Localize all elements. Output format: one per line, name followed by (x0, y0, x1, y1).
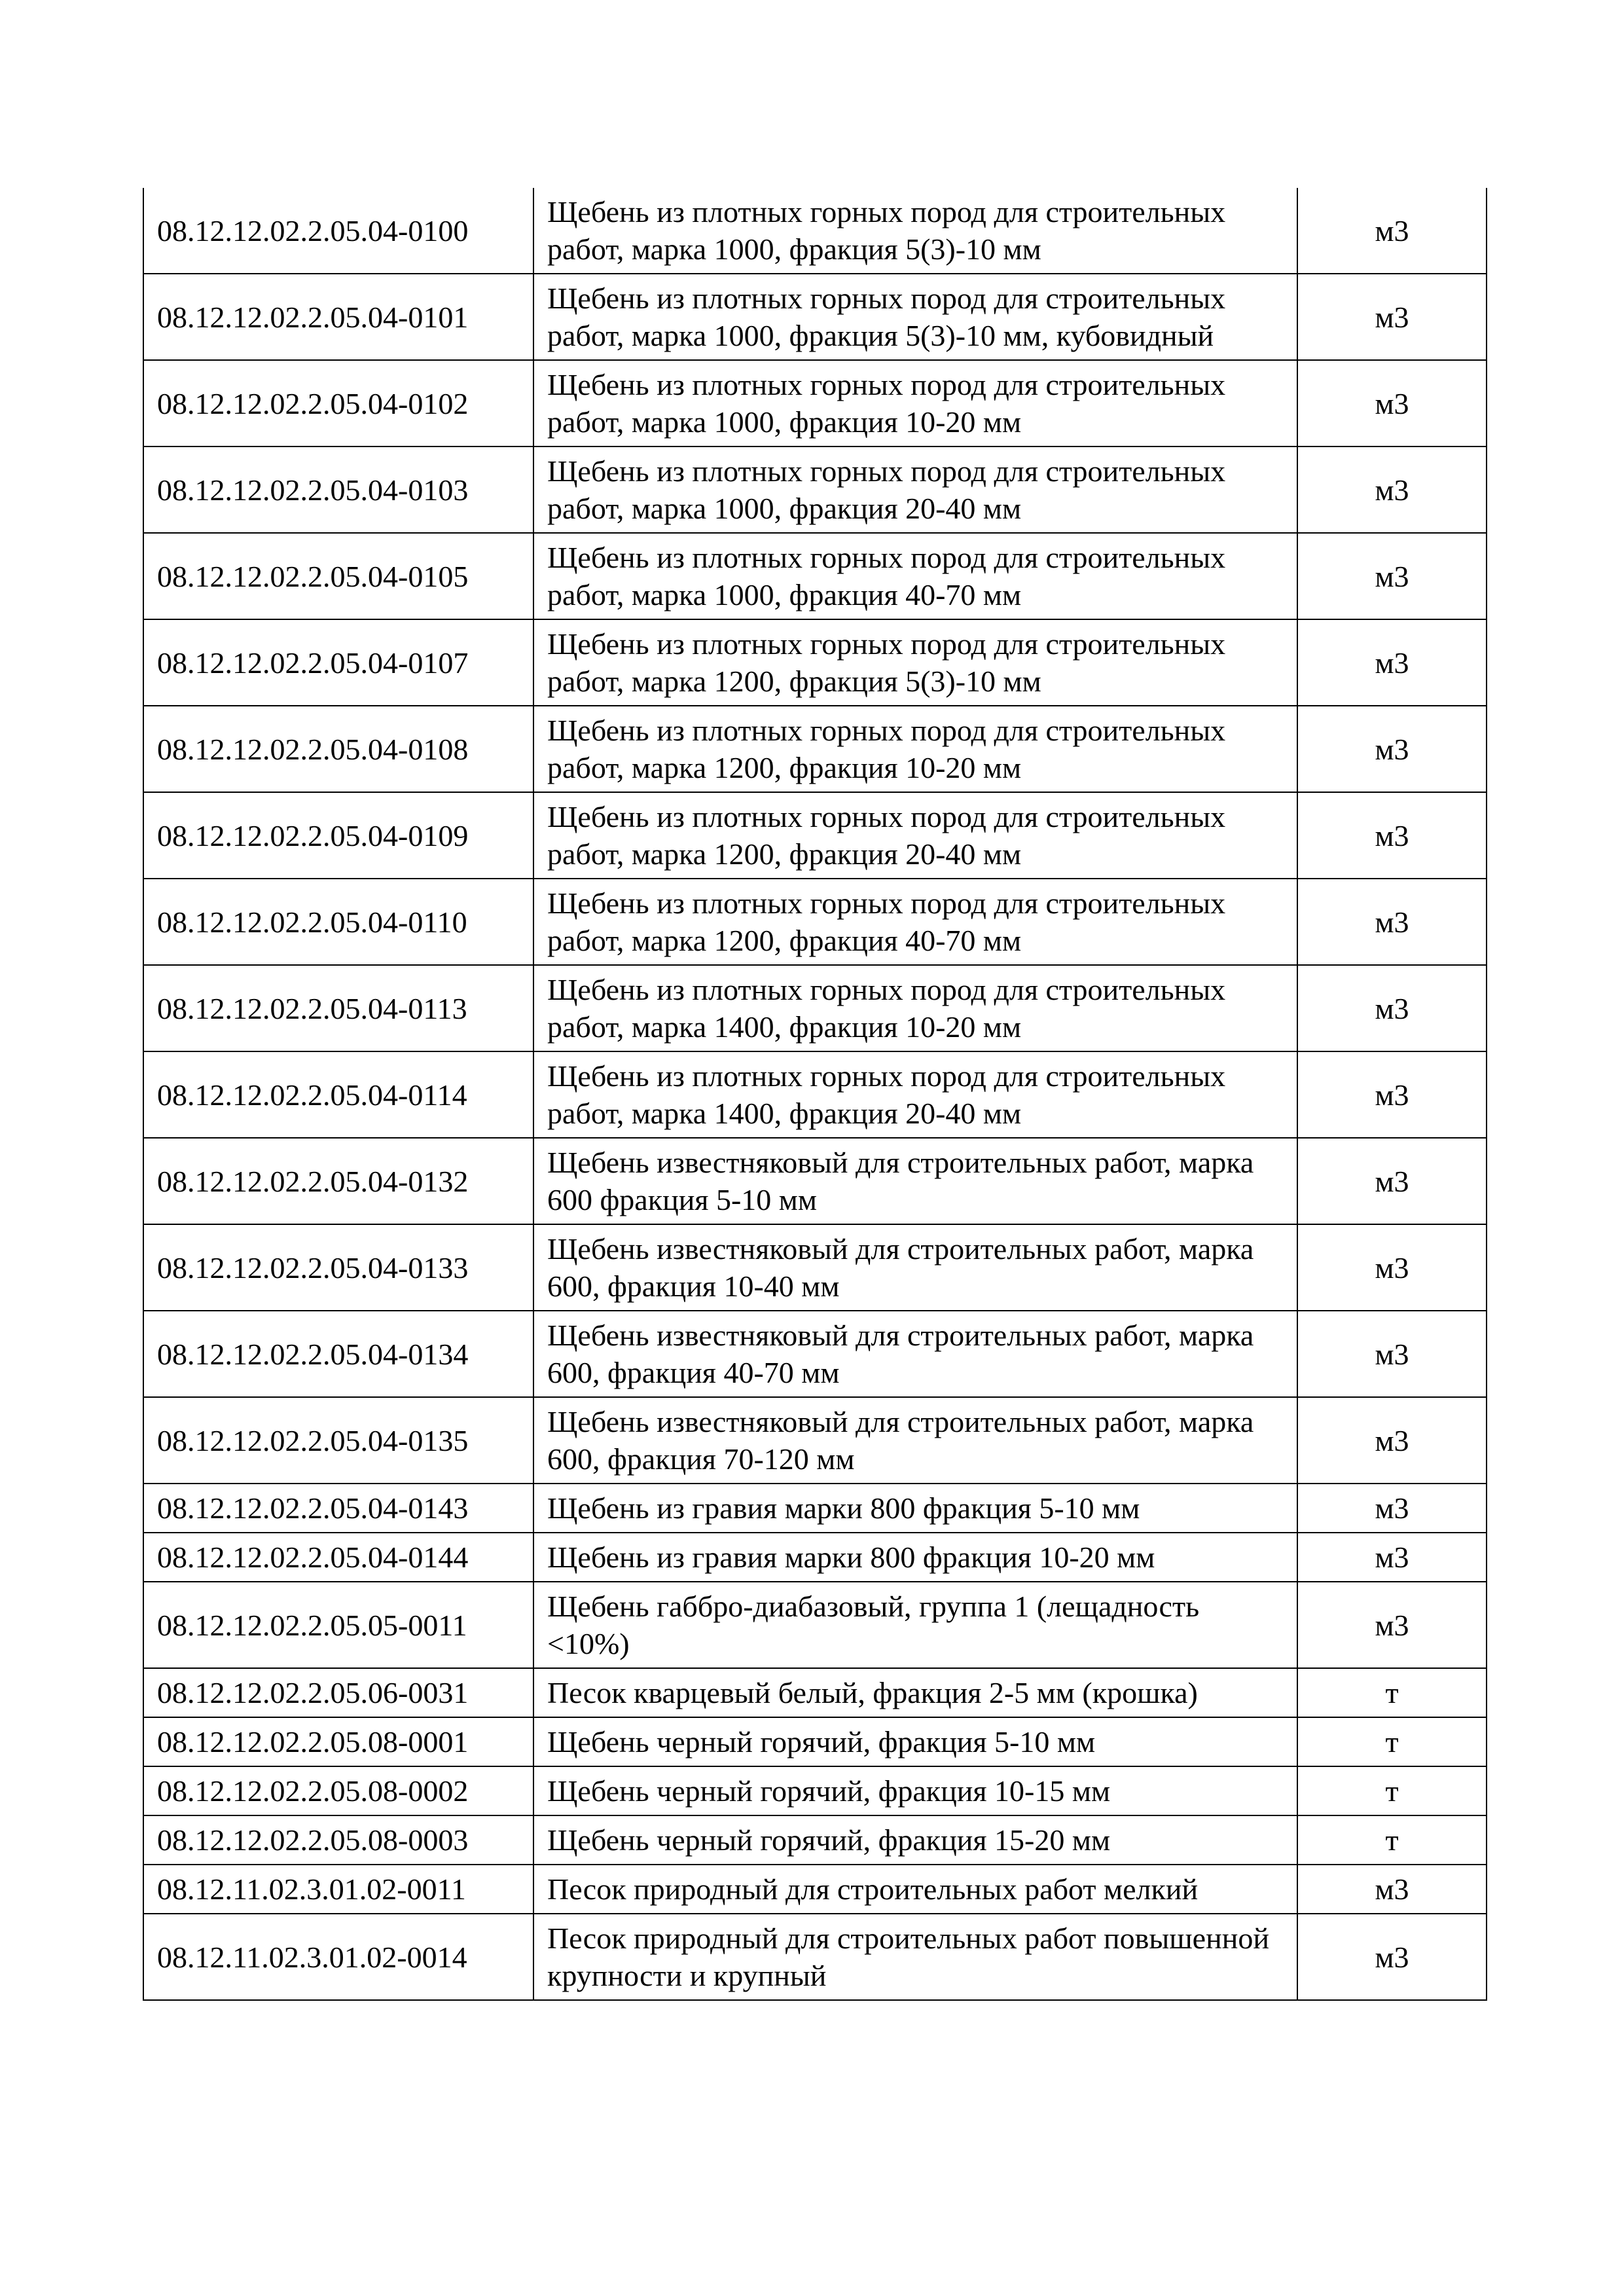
table-row (143, 1138, 1487, 1224)
material-code-cell: 08.12.12.02.2.05.05-0011 (143, 1582, 533, 1668)
unit-cell: м3 (1297, 1865, 1487, 1914)
table-row (143, 1582, 1487, 1668)
unit-cell: м3 (1297, 1311, 1487, 1397)
material-name-cell: Щебень известняковый для строительных работ, марка 600, фракция 10-40 мм (533, 1224, 1297, 1311)
table-row (143, 1914, 1487, 2000)
material-code-cell: 08.12.12.02.2.05.04-0110 (143, 879, 533, 965)
unit-cell: м3 (1297, 965, 1487, 1051)
unit-cell: м3 (1297, 1582, 1487, 1668)
material-code-cell: 08.12.12.02.2.05.04-0100 (143, 188, 533, 274)
material-code-cell: 08.12.12.02.2.05.06-0031 (143, 1668, 533, 1717)
material-name-cell: Щебень из плотных горных пород для строительных работ, марка 1400, фракция 20-40 мм (533, 1051, 1297, 1138)
unit-cell: м3 (1297, 1533, 1487, 1582)
materials-table (143, 188, 1487, 2001)
material-code-cell: 08.12.12.02.2.05.04-0113 (143, 965, 533, 1051)
material-code-cell: 08.12.12.02.2.05.04-0107 (143, 619, 533, 706)
unit-cell: м3 (1297, 533, 1487, 619)
table-row (143, 965, 1487, 1051)
unit-cell: м3 (1297, 446, 1487, 533)
table-row (143, 533, 1487, 619)
table-row (143, 360, 1487, 446)
material-code-cell: 08.12.12.02.2.05.04-0109 (143, 792, 533, 879)
material-name-cell: Щебень известняковый для строительных работ, марка 600, фракция 70-120 мм (533, 1397, 1297, 1484)
table-row (143, 1533, 1487, 1582)
unit-cell: м3 (1297, 1397, 1487, 1484)
material-name-cell: Щебень черный горячий, фракция 10-15 мм (533, 1766, 1297, 1815)
material-code-cell: 08.12.12.02.2.05.04-0132 (143, 1138, 533, 1224)
material-name-cell: Песок природный для строительных работ повышенной крупности и крупный (533, 1914, 1297, 2000)
unit-cell: м3 (1297, 706, 1487, 792)
material-name-cell: Щебень из плотных горных пород для строительных работ, марка 1200, фракция 20-40 мм (533, 792, 1297, 879)
unit-cell: т (1297, 1717, 1487, 1766)
table-row (143, 1484, 1487, 1533)
material-code-cell: 08.12.12.02.2.05.08-0002 (143, 1766, 533, 1815)
unit-cell: т (1297, 1668, 1487, 1717)
unit-cell: т (1297, 1766, 1487, 1815)
unit-cell: м3 (1297, 188, 1487, 274)
unit-cell: м3 (1297, 619, 1487, 706)
material-name-cell: Щебень из плотных горных пород для строительных работ, марка 1400, фракция 10-20 мм (533, 965, 1297, 1051)
material-name-cell: Щебень габбро-диабазовый, группа 1 (лещадность <10%) (533, 1582, 1297, 1668)
material-name-cell: Щебень из плотных горных пород для строительных работ, марка 1000, фракция 20-40 мм (533, 446, 1297, 533)
table-row (143, 1311, 1487, 1397)
material-name-cell: Щебень из плотных горных пород для строительных работ, марка 1200, фракция 5(3)-10 мм (533, 619, 1297, 706)
material-code-cell: 08.12.12.02.2.05.08-0003 (143, 1815, 533, 1865)
material-code-cell: 08.12.12.02.2.05.04-0101 (143, 274, 533, 360)
material-name-cell: Щебень известняковый для строительных работ, марка 600, фракция 40-70 мм (533, 1311, 1297, 1397)
material-name-cell: Песок кварцевый белый, фракция 2-5 мм (крошка) (533, 1668, 1297, 1717)
material-code-cell: 08.12.12.02.2.05.04-0108 (143, 706, 533, 792)
unit-cell: т (1297, 1815, 1487, 1865)
table-row (143, 1766, 1487, 1815)
material-code-cell: 08.12.12.02.2.05.04-0134 (143, 1311, 533, 1397)
table-row (143, 188, 1487, 274)
material-name-cell: Щебень из плотных горных пород для строительных работ, марка 1200, фракция 10-20 мм (533, 706, 1297, 792)
table-row (143, 879, 1487, 965)
material-name-cell: Щебень известняковый для строительных работ, марка 600 фракция 5-10 мм (533, 1138, 1297, 1224)
material-name-cell: Щебень из плотных горных пород для строительных работ, марка 1200, фракция 40-70 мм (533, 879, 1297, 965)
table-row (143, 274, 1487, 360)
material-name-cell: Щебень черный горячий, фракция 5-10 мм (533, 1717, 1297, 1766)
table-row (143, 1668, 1487, 1717)
unit-cell: м3 (1297, 1914, 1487, 2000)
table-row (143, 1224, 1487, 1311)
material-name-cell: Щебень черный горячий, фракция 15-20 мм (533, 1815, 1297, 1865)
unit-cell: м3 (1297, 1051, 1487, 1138)
table-body (143, 188, 1487, 2000)
unit-cell: м3 (1297, 1138, 1487, 1224)
table-row (143, 1865, 1487, 1914)
table-row (143, 792, 1487, 879)
material-code-cell: 08.12.12.02.2.05.04-0114 (143, 1051, 533, 1138)
material-code-cell: 08.12.12.02.2.05.04-0144 (143, 1533, 533, 1582)
unit-cell: м3 (1297, 1484, 1487, 1533)
material-code-cell: 08.12.12.02.2.05.04-0105 (143, 533, 533, 619)
table-row (143, 446, 1487, 533)
material-name-cell: Щебень из гравия марки 800 фракция 5-10 мм (533, 1484, 1297, 1533)
unit-cell: м3 (1297, 879, 1487, 965)
material-code-cell: 08.12.12.02.2.05.08-0001 (143, 1717, 533, 1766)
table-row (143, 1397, 1487, 1484)
material-code-cell: 08.12.12.02.2.05.04-0133 (143, 1224, 533, 1311)
material-code-cell: 08.12.12.02.2.05.04-0143 (143, 1484, 533, 1533)
table-row (143, 706, 1487, 792)
table-row (143, 1815, 1487, 1865)
material-name-cell: Щебень из плотных горных пород для строительных работ, марка 1000, фракция 5(3)-10 мм (533, 188, 1297, 274)
material-code-cell: 08.12.12.02.2.05.04-0135 (143, 1397, 533, 1484)
material-name-cell: Щебень из плотных горных пород для строительных работ, марка 1000, фракция 40-70 мм (533, 533, 1297, 619)
unit-cell: м3 (1297, 1224, 1487, 1311)
material-code-cell: 08.12.12.02.2.05.04-0102 (143, 360, 533, 446)
table-row (143, 1717, 1487, 1766)
material-name-cell: Щебень из гравия марки 800 фракция 10-20 мм (533, 1533, 1297, 1582)
unit-cell: м3 (1297, 274, 1487, 360)
material-code-cell: 08.12.12.02.2.05.04-0103 (143, 446, 533, 533)
material-name-cell: Песок природный для строительных работ мелкий (533, 1865, 1297, 1914)
material-name-cell: Щебень из плотных горных пород для строительных работ, марка 1000, фракция 5(3)-10 мм, кубовидный (533, 274, 1297, 360)
material-code-cell: 08.12.11.02.3.01.02-0014 (143, 1914, 533, 2000)
table-row (143, 619, 1487, 706)
unit-cell: м3 (1297, 792, 1487, 879)
material-name-cell: Щебень из плотных горных пород для строительных работ, марка 1000, фракция 10-20 мм (533, 360, 1297, 446)
unit-cell: м3 (1297, 360, 1487, 446)
material-code-cell: 08.12.11.02.3.01.02-0011 (143, 1865, 533, 1914)
table-row (143, 1051, 1487, 1138)
